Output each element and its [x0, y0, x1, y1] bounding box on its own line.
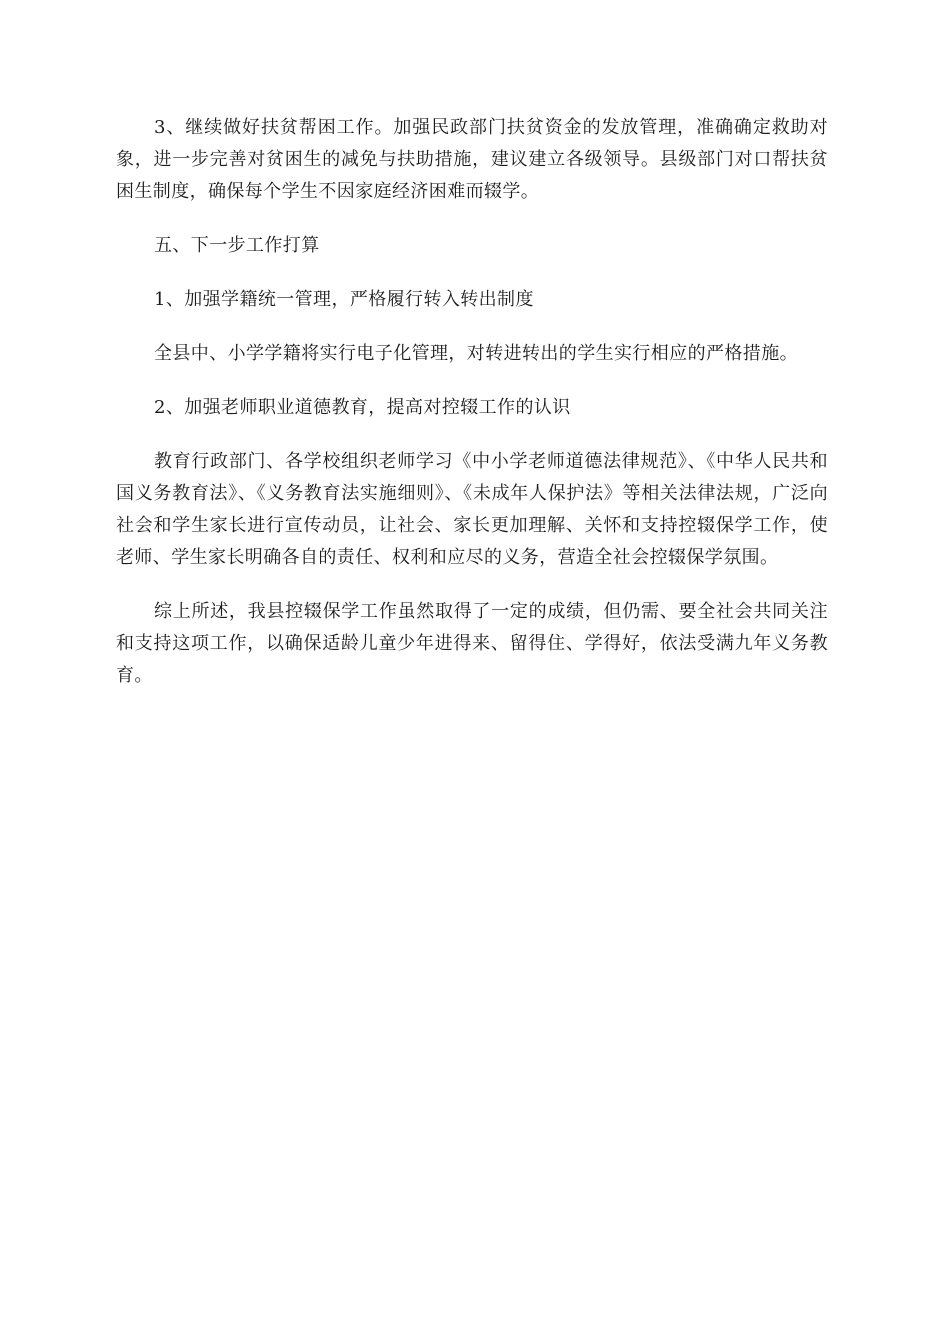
- subheading-enrollment-management: 1、加强学籍统一管理，严格履行转入转出制度: [154, 289, 534, 310]
- paragraph-teacher-ethics: 教育行政部门、各学校组织老师学习《中小学老师道德法律规范》、《中华人民共和国义务教育法》、《义务教育法实施细则》、《未成年人保护法》等相关法律法规，广泛向社会和学生家长进行宣传动员，让社会、家长更加理解、关怀和支持控辍保学工作，使老师、学生家长明确各自的责任、权利和应尽的义务，营造全社会控辍保学氛围。: [116, 451, 828, 568]
- paragraph-conclusion: 综上所述，我县控辍保学工作虽然取得了一定的成绩，但仍需、要全社会共同关注和支持这项工作，以确保适龄儿童少年进得来、留得住、学得好，依法受满九年义务教育。: [116, 601, 828, 686]
- subheading-teacher-ethics: 2、加强老师职业道德教育，提高对控辍工作的认识: [154, 397, 571, 418]
- paragraph-poverty-relief: 3、继续做好扶贫帮困工作。加强民政部门扶贫资金的发放管理，准确确定救助对象，进一步完善对贫困生的减免与扶助措施，建议建立各级领导。县级部门对口帮扶贫困生制度，确保每个学生不因家庭经济困难而辍学。: [116, 117, 828, 202]
- section-heading-next-steps: 五、下一步工作打算: [154, 235, 320, 256]
- document-body: [116, 112, 828, 714]
- paragraph-enrollment-management: 全县中、小学学籍将实行电子化管理，对转进转出的学生实行相应的严格措施。: [154, 343, 798, 364]
